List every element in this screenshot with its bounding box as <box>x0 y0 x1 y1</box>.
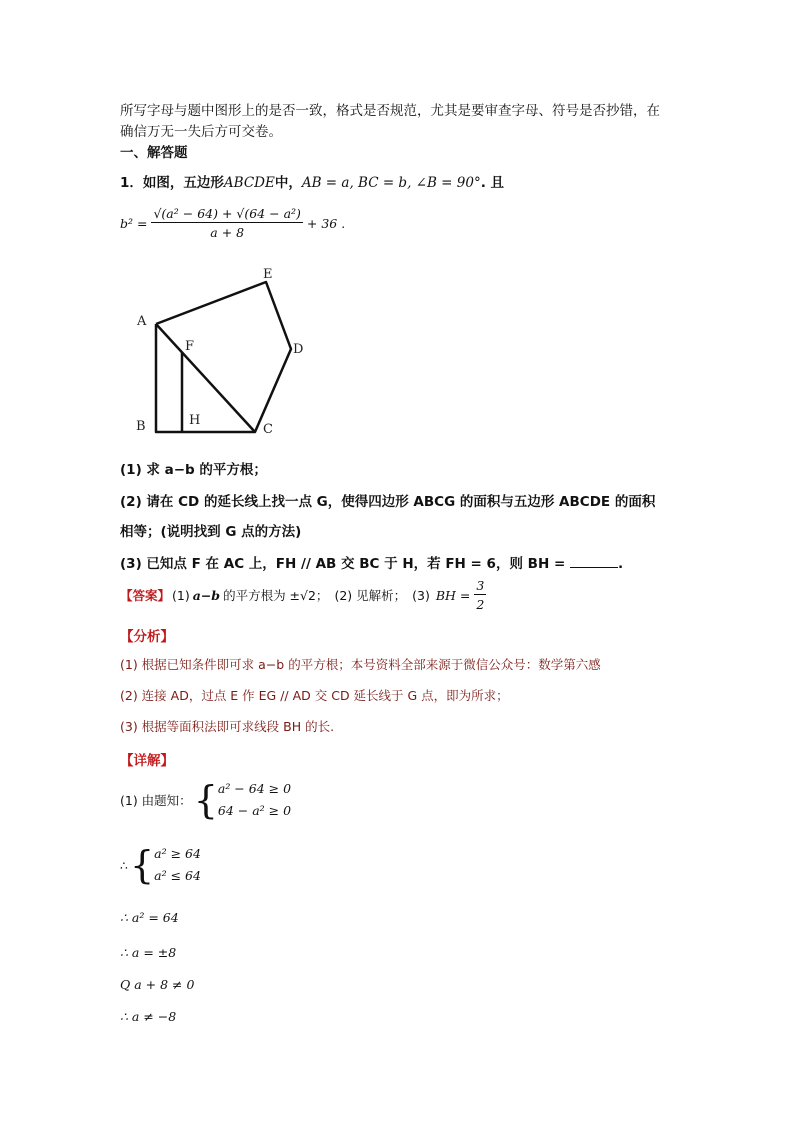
detail-step-2-cond-1: a² ≥ 64 <box>154 846 201 861</box>
formula-fraction <box>151 206 302 240</box>
question-1: (1) 求 a−b 的平方根； <box>120 462 267 478</box>
detail-step-5: Q a + 8 ≠ 0 <box>120 977 195 992</box>
detail-step-4: ∴ a = ±8 <box>120 945 177 960</box>
problem-number: 1． <box>120 175 143 191</box>
label-h: H <box>189 413 201 428</box>
question-3-text: (3) 已知点 F 在 AC 上，FH // AB 交 BC 于 H，若 FH = 6，则 BH = <box>120 556 566 572</box>
detail-step-3: ∴ a² = 64 <box>120 910 179 925</box>
answer-blank <box>570 555 618 568</box>
answer-part-1-expr: a−b <box>192 587 221 603</box>
label-a: A <box>137 314 147 329</box>
diagonal-ac <box>156 324 255 432</box>
given-formula <box>120 206 345 240</box>
formula-numerator: √(a² − 64) + √(64 − a²) <box>153 206 301 221</box>
problem-stem <box>120 171 504 191</box>
label-b: B <box>136 419 146 434</box>
analysis-tag: 【分析】 <box>120 629 174 645</box>
detail-step-1-prefix: (1) 由题知： <box>120 793 192 808</box>
pentagon-name: ABCDE <box>223 175 275 191</box>
question-2-line-1: (2) 请在 CD 的延长线上找一点 G，使得四边形 ABCG 的面积与五边形 ABCDE 的面积 <box>120 494 656 510</box>
pentagon-outline <box>156 282 291 432</box>
question-3-end: . <box>617 556 624 572</box>
question-3 <box>120 552 623 572</box>
label-e: E <box>263 267 273 282</box>
intro-line-1: 所写字母与题中图形上的是否一致，格式是否规范，尤其是要审查字母、符号是否抄错，在 <box>120 103 660 119</box>
formula-lhs: b² = <box>120 215 148 231</box>
given-conditions: AB = a, BC = b, ∠B = 90° <box>301 175 481 191</box>
analysis-line-1: (1) 根据已知条件即可求 a−b 的平方根；本号资料全部来源于微信公众号：数学第六感 <box>120 657 601 672</box>
intro-line-2: 确信万无一失后方可交卷。 <box>120 124 282 140</box>
analysis-line-3: (3) 根据等面积法即可求线段 BH 的长. <box>120 719 335 734</box>
pentagon-figure <box>125 262 315 442</box>
section-title: 一、解答题 <box>120 145 188 161</box>
label-c: C <box>263 422 273 437</box>
formula-tail: + 36 . <box>306 215 346 231</box>
answer-part-3: (3) <box>412 587 430 603</box>
detail-step-2-system <box>154 843 201 887</box>
answer-fraction <box>474 578 486 612</box>
detail-step-1-cond-2: 64 − a² ≥ 0 <box>217 803 292 818</box>
detail-step-2-cond-2: a² ≤ 64 <box>154 868 201 883</box>
answer-part-3-lhs: BH = <box>435 587 471 603</box>
question-2-line-2: 相等；(说明找到 G 点的方法) <box>120 524 302 540</box>
brace-icon-2: { <box>129 843 155 887</box>
analysis-line-2: (2) 连接 AD，过点 E 作 EG // AD 交 CD 延长线于 G 点，即为所求； <box>120 688 509 703</box>
detail-step-1-system <box>218 778 291 822</box>
detail-step-2 <box>120 843 201 887</box>
detail-step-1 <box>120 778 291 822</box>
brace-icon: { <box>193 778 218 822</box>
answer-fraction-num: 3 <box>476 578 485 593</box>
detail-tag: 【详解】 <box>120 753 174 769</box>
answer-line <box>120 578 486 612</box>
stem-mid: 中， <box>274 175 302 191</box>
answer-part-2: (2) 见解析； <box>334 588 407 603</box>
stem-prefix: 如图，五边形 <box>142 175 224 191</box>
answer-part-1-text: 的平方根为 ±√2； <box>223 588 329 603</box>
detail-step-1-cond-1: a² − 64 ≥ 0 <box>217 781 292 796</box>
detail-step-6: ∴ a ≠ −8 <box>120 1009 177 1024</box>
answer-fraction-den: 2 <box>476 597 485 612</box>
answer-tag: 【答案】 <box>120 588 171 603</box>
detail-step-2-prefix: ∴ <box>120 857 128 873</box>
label-f: F <box>185 339 195 354</box>
answer-part-1: (1) <box>172 587 190 603</box>
formula-denominator: a + 8 <box>210 225 245 240</box>
stem-suffix: . 且 <box>480 175 505 191</box>
label-d: D <box>293 342 304 357</box>
